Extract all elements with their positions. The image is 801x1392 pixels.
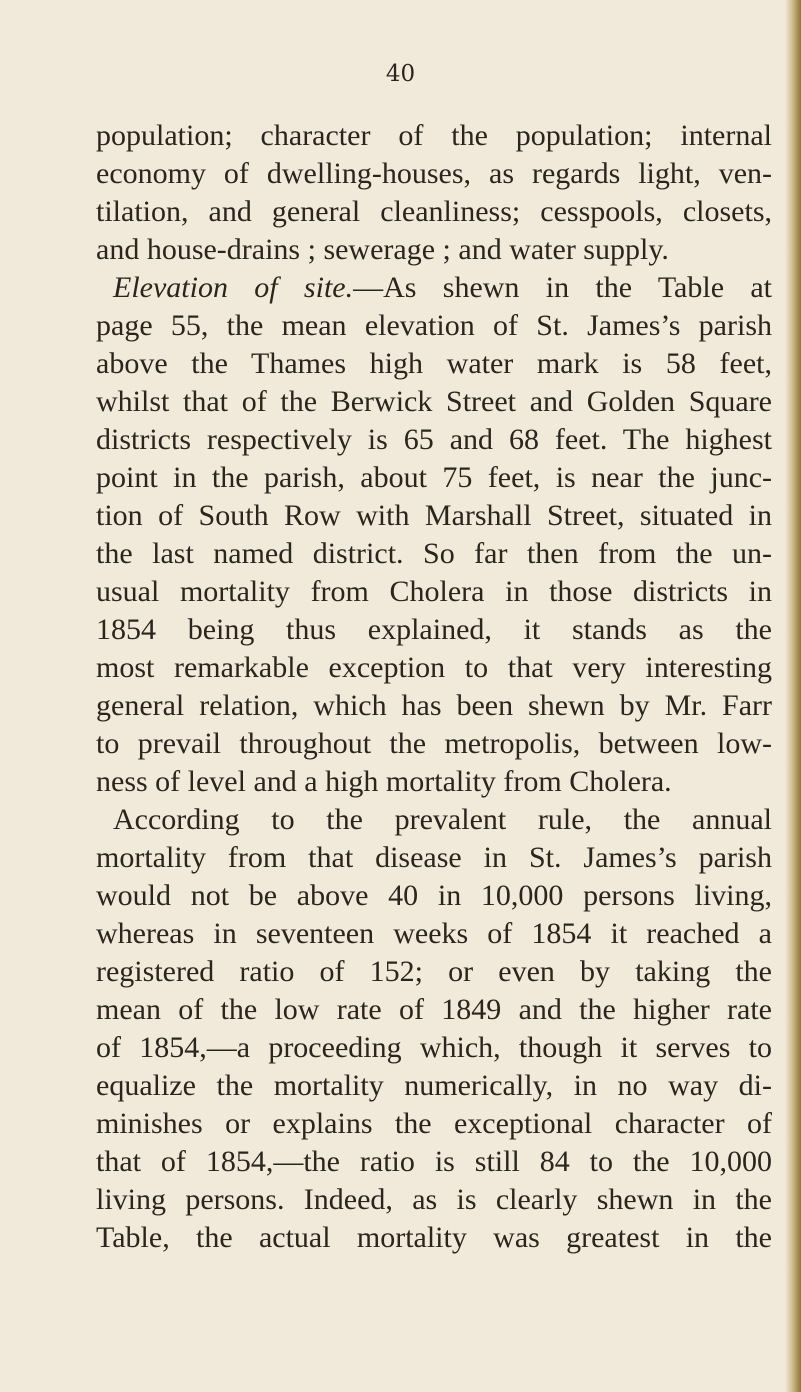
body-text [96, 117, 772, 1257]
text-line: usual mortality from Cholera in those districts in [96, 575, 772, 608]
text-line: general relation, which has been shewn by Mr. Farr [96, 689, 772, 722]
text-line: to prevail throughout the metropolis, between low- [96, 727, 772, 760]
text-line: Table, the actual mortality was greatest in the [96, 1221, 772, 1254]
text-line: equalize the mortality numerically, in no way di- [96, 1069, 772, 1102]
text-line-continuation: —As shewn in the Table at [353, 271, 772, 304]
text-line: population; character of the population; internal [96, 119, 772, 152]
text-line [96, 269, 772, 307]
text-line: 1854 being thus explained, it stands as the [96, 613, 772, 646]
text-line: point in the parish, about 75 feet, is near the junc- [96, 461, 772, 494]
text-line: According to the prevalent rule, the annual [113, 803, 772, 836]
text-line: above the Thames high water mark is 58 feet, [96, 347, 772, 380]
text-line: minishes or explains the exceptional character of [96, 1107, 772, 1140]
text-line: districts respectively is 65 and 68 feet. The highest [96, 423, 772, 456]
text-line: mean of the low rate of 1849 and the higher rate [96, 993, 772, 1026]
page-number: 40 [385, 61, 416, 87]
text-line: whilst that of the Berwick Street and Golden Square [96, 385, 772, 418]
text-line: ness of level and a high mortality from Cholera. [96, 765, 672, 798]
text-line: tion of South Row with Marshall Street, situated in [96, 499, 772, 532]
text-line: page 55, the mean elevation of St. James’s parish [96, 309, 772, 342]
text-line: most remarkable exception to that very interesting [96, 651, 772, 684]
section-heading: Elevation of site. [113, 271, 354, 304]
text-line: living persons. Indeed, as is clearly shewn in the [96, 1183, 772, 1216]
text-line: registered ratio of 152; or even by taking the [96, 955, 772, 988]
page-edge [785, 0, 801, 1392]
text-line: of 1854,—a proceeding which, though it serves to [96, 1031, 772, 1064]
text-line: whereas in seventeen weeks of 1854 it reached a [96, 917, 772, 950]
text-line: tilation, and general cleanliness; cesspools, closets, [96, 195, 772, 228]
text-line: that of 1854,—the ratio is still 84 to the 10,000 [96, 1145, 772, 1178]
text-line: the last named district. So far then from the un- [96, 537, 772, 570]
text-line: mortality from that disease in St. James’s parish [96, 841, 772, 874]
text-line: economy of dwelling-houses, as regards light, ven- [96, 157, 772, 190]
text-line: and house-drains ; sewerage ; and water supply. [96, 233, 669, 266]
text-line: would not be above 40 in 10,000 persons living, [96, 879, 772, 912]
